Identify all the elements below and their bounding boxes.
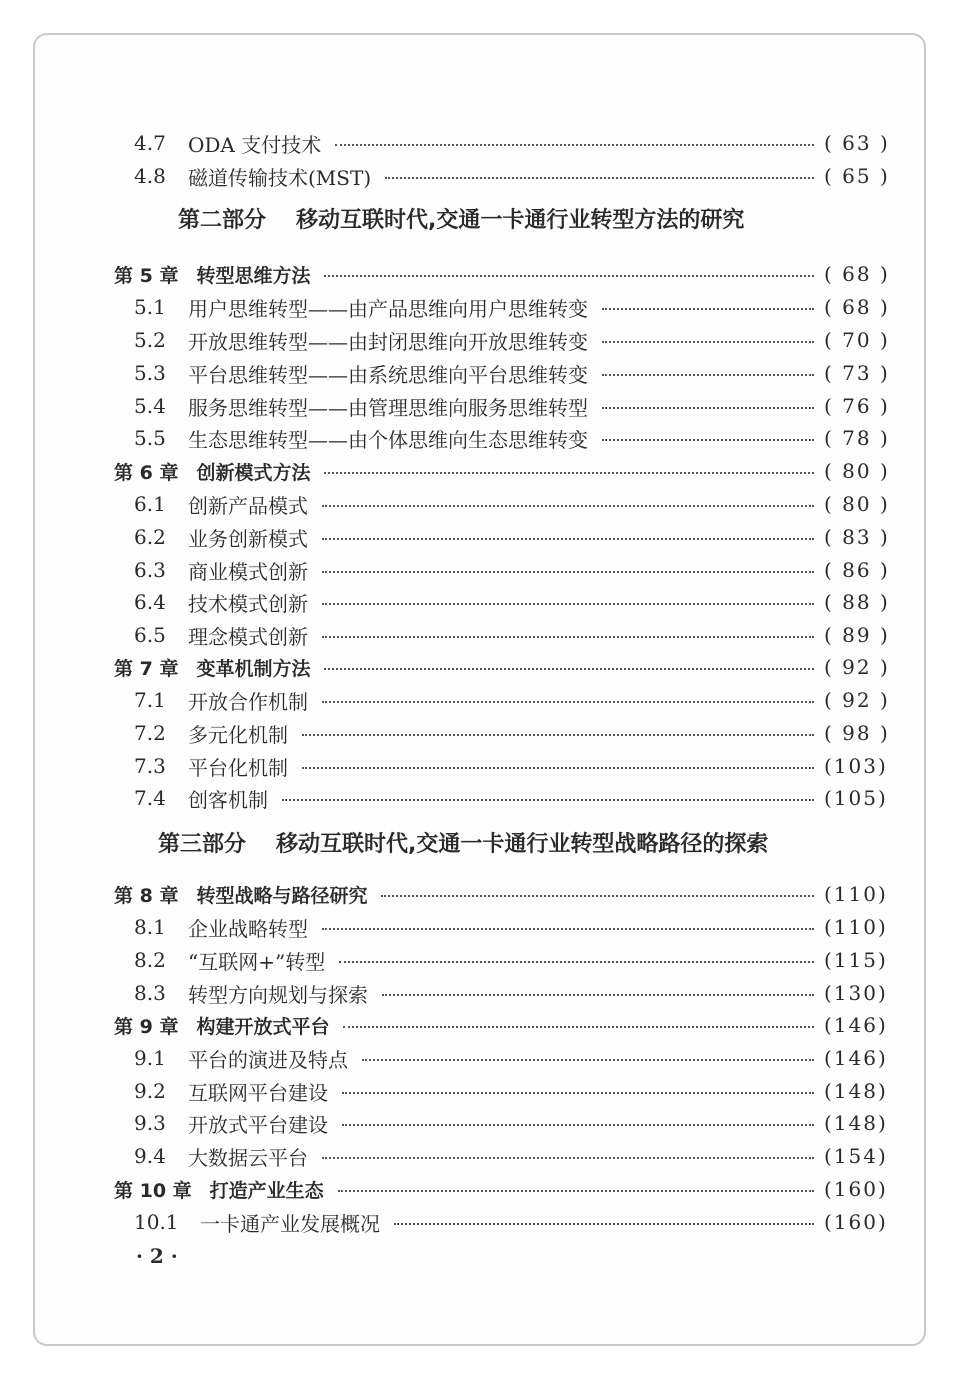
dot-leader [324,472,814,474]
page-reference: ( 80 ) [824,492,890,516]
toc-section-row[interactable] [134,324,890,356]
entry-number: 8.1 [134,915,166,939]
entry-title: 转型思维方法 [196,264,311,287]
entry-number: 7.1 [134,688,166,712]
toc-section-row[interactable] [134,1042,888,1074]
toc-section-row[interactable] [134,127,890,159]
page-reference: ( 76 ) [824,394,890,418]
entry-title: 多元化机制 [188,722,288,747]
entry-title: “互联网+”转型 [188,949,326,974]
entry-title: 互联网平台建设 [188,1080,328,1105]
page-number: · 2 · [136,1244,178,1268]
dot-leader [282,799,814,801]
toc-section-row[interactable] [134,488,890,520]
dot-leader [322,538,814,540]
toc-section-row[interactable] [134,160,890,192]
entry-number: 5.2 [134,328,166,352]
entry-number: 6.2 [134,525,166,549]
dot-leader [382,994,814,996]
entry-title: 商业模式创新 [188,559,308,584]
entry-title: 企业战略转型 [188,916,308,941]
entry-number: 8.3 [134,981,166,1005]
dot-leader [322,1157,814,1159]
page-reference: (160) [824,1210,888,1234]
part-title: 移动互联时代,交通一卡通行业转型战略路径的探索 [276,831,769,857]
page-reference: (148) [824,1111,888,1135]
page-reference: (110) [824,915,888,939]
page-reference: (146) [824,1046,888,1070]
part-label: 第二部分 [178,207,267,233]
dot-leader [302,767,814,769]
dot-leader [342,1124,814,1126]
page-reference: ( 98 ) [824,721,890,745]
dot-leader [362,1059,814,1061]
part-label: 第三部分 [158,831,247,857]
entry-title: 大数据云平台 [188,1145,308,1170]
entry-title: 平台思维转型——由系统思维向平台思维转变 [188,362,588,387]
toc-section-row[interactable] [134,521,890,553]
page-reference: ( 70 ) [824,328,890,352]
toc-section-row[interactable] [134,717,890,749]
page-reference: ( 86 ) [824,558,890,582]
entry-number: 第 8 章 [114,884,179,907]
dot-leader [343,1026,814,1028]
page-reference: ( 83 ) [824,525,890,549]
entry-number: 5.4 [134,394,166,418]
entry-title: 创新产品模式 [188,493,308,518]
entry-title: 构建开放式平台 [196,1015,330,1038]
page-reference: (105) [824,786,888,810]
dot-leader [302,734,814,736]
entry-title: 开放思维转型——由封闭思维向开放思维转变 [188,329,588,354]
entry-title: 转型战略与路径研究 [196,884,368,907]
entry-number: 7.3 [134,754,166,778]
entry-number: 8.2 [134,948,166,972]
entry-title: 生态思维转型——由个体思维向生态思维转变 [188,427,588,452]
entry-number: 第 6 章 [114,461,179,484]
page-reference: (110) [824,882,888,906]
entry-number: 4.8 [134,164,166,188]
dot-leader [602,308,814,310]
dot-leader [602,374,814,376]
entry-title: 创客机制 [188,787,268,812]
entry-number: 5.1 [134,295,166,319]
entry-number: 9.4 [134,1144,166,1168]
page-reference: (154) [824,1144,888,1168]
entry-title: 打造产业生态 [209,1179,324,1202]
entry-title: 一卡通产业发展概况 [200,1211,380,1236]
dot-leader [322,505,814,507]
entry-number: 9.1 [134,1046,166,1070]
toc-chapter-row[interactable] [114,455,890,487]
toc-section-row[interactable] [134,554,890,586]
dot-leader [602,439,814,441]
toc-chapter-row[interactable] [114,1173,888,1205]
toc-section-row[interactable] [134,619,890,651]
entry-number: 6.1 [134,492,166,516]
part-heading [178,198,744,238]
page-reference: ( 89 ) [824,623,890,647]
part-title: 移动互联时代,交通一卡通行业转型方法的研究 [296,207,745,233]
toc-section-row[interactable] [134,1206,888,1238]
page-reference: (103) [824,754,888,778]
dot-leader [385,177,814,179]
entry-number: 5.5 [134,426,166,450]
dot-leader [394,1223,814,1225]
toc-chapter-row[interactable] [114,258,890,290]
toc-section-row[interactable] [134,357,890,389]
entry-number: 7.2 [134,721,166,745]
toc-section-row[interactable] [134,422,890,454]
dot-leader [335,144,814,146]
page-reference: (130) [824,981,888,1005]
entry-number: 7.4 [134,786,166,810]
toc-section-row[interactable] [134,750,888,782]
toc-chapter-row[interactable] [114,651,890,683]
entry-number: 第 9 章 [114,1015,179,1038]
toc-section-row[interactable] [134,1107,888,1139]
entry-title: 业务创新模式 [188,526,308,551]
entry-title: 用户思维转型——由产品思维向用户思维转变 [188,296,588,321]
entry-number: 4.7 [134,131,166,155]
toc-section-row[interactable] [134,1075,888,1107]
dot-leader [322,636,814,638]
entry-title: 磁道传输技术(MST) [188,165,372,190]
page-reference: (148) [824,1079,888,1103]
dot-leader [322,603,814,605]
page-reference: (160) [824,1177,888,1201]
toc-section-row[interactable] [134,911,888,943]
entry-title: 变革机制方法 [196,657,311,680]
toc-section-row[interactable] [134,977,888,1009]
entry-number: 9.3 [134,1111,166,1135]
dot-leader [338,1190,814,1192]
page-reference: ( 63 ) [824,131,890,155]
toc-chapter-row[interactable] [114,878,888,910]
entry-number: 6.3 [134,558,166,582]
page-reference: ( 78 ) [824,426,890,450]
toc-section-row[interactable] [134,390,890,422]
page-reference: ( 68 ) [824,262,890,286]
dot-leader [339,961,814,963]
toc-section-row[interactable] [134,782,888,814]
dot-leader [324,275,814,277]
dot-leader [342,1092,814,1094]
dot-leader [602,341,814,343]
entry-number: 6.4 [134,590,166,614]
entry-title: 服务思维转型——由管理思维向服务思维转型 [188,395,588,420]
page-reference: ( 92 ) [824,688,890,712]
page-reference: (115) [824,948,888,972]
entry-title: 创新模式方法 [196,461,311,484]
entry-title: 开放式平台建设 [188,1112,328,1137]
entry-title: 平台的演进及特点 [188,1047,348,1072]
toc-section-row[interactable] [134,684,890,716]
page-reference: ( 68 ) [824,295,890,319]
entry-number: 第 7 章 [114,657,179,680]
toc-section-row[interactable] [134,586,890,618]
entry-number: 5.3 [134,361,166,385]
entry-number: 第 5 章 [114,264,179,287]
toc-section-row[interactable] [134,944,888,976]
page-reference: ( 92 ) [824,655,890,679]
page-reference: ( 88 ) [824,590,890,614]
entry-title: 开放合作机制 [188,689,308,714]
page-reference: ( 65 ) [824,164,890,188]
entry-title: 平台化机制 [188,755,288,780]
dot-leader [322,928,814,930]
dot-leader [324,668,814,670]
entry-number: 9.2 [134,1079,166,1103]
entry-title: ODA 支付技术 [188,132,322,157]
page-reference: ( 73 ) [824,361,890,385]
dot-leader [602,407,814,409]
dot-leader [322,571,814,573]
page-reference: (146) [824,1013,888,1037]
entry-title: 转型方向规划与探索 [188,982,368,1007]
dot-leader [381,895,814,897]
entry-number: 10.1 [134,1210,179,1234]
part-heading [158,822,768,862]
entry-number: 第 10 章 [114,1179,192,1202]
entry-number: 6.5 [134,623,166,647]
page-reference: ( 80 ) [824,459,890,483]
toc-section-row[interactable] [134,291,890,323]
entry-title: 技术模式创新 [188,591,308,616]
dot-leader [322,701,814,703]
toc-section-row[interactable] [134,1140,888,1172]
entry-title: 理念模式创新 [188,624,308,649]
toc-chapter-row[interactable] [114,1009,888,1041]
